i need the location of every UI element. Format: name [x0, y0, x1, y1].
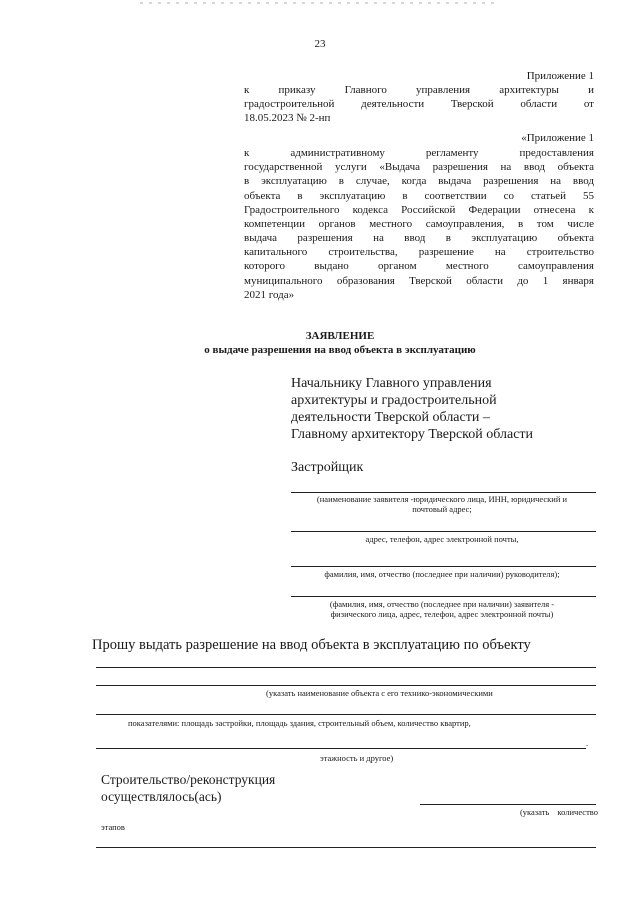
construction-label-1: Строительство/реконструкция: [101, 772, 276, 787]
object-caption-2: показателями: площадь застройки, площадь здания, строительный объем, количество квартир,: [128, 718, 471, 728]
appendix2-line-9: которого выдано органом местного самоуправления: [244, 260, 594, 272]
developer-caption-1: (наименование заявителя -юридического лица, ИНН, юридический и: [316, 494, 568, 504]
developer-address-line[interactable]: [291, 531, 596, 532]
appendix2-line-6: компетенции органов местного самоуправления, в том числе: [244, 218, 594, 230]
appendix2-title: «Приложение 1: [521, 132, 594, 144]
page-number: 23: [314, 38, 326, 50]
developer-head-line[interactable]: [291, 566, 596, 567]
appendix2-line-3: в эксплуатацию в случае, когда выдача разрешения на ввод: [244, 175, 594, 187]
appendix1-date: 18.05.2023 № 2-нп: [244, 112, 331, 124]
appendix1-line-1: к приказу Главного управления архитектуры и: [244, 84, 594, 96]
appendix2-line-2: государственной услуги «Выдача разрешения на ввод объекта: [244, 161, 594, 173]
appendix2-line-5: Градостроительного кодекса Российской Федерации отнесена к: [244, 204, 594, 216]
appendix2-line-10: муниципального образования Тверской области до 1 января: [244, 275, 594, 287]
developer-caption-3: адрес, телефон, адрес электронной почты,: [365, 534, 519, 544]
object-line-4[interactable]: [96, 748, 586, 749]
developer-caption-2: почтовый адрес;: [412, 504, 472, 514]
appendix2-line-8: капитального строительства, разрешение на строительство: [244, 246, 594, 258]
object-line-2[interactable]: [96, 685, 596, 686]
developer-name-line[interactable]: [291, 492, 596, 493]
addressee-line-2: архитектуры и градостроительной: [291, 393, 497, 408]
scan-artifact: [140, 2, 500, 4]
appendix1-title: Приложение 1: [526, 70, 594, 82]
line-end-dot: .: [586, 738, 589, 748]
developer-caption-5: (фамилия, имя, отчество (последнее при наличии) заявителя -: [329, 599, 555, 609]
object-line-1[interactable]: [96, 667, 596, 668]
developer-label: Застройщик: [291, 460, 364, 475]
developer-person-line[interactable]: [291, 596, 596, 597]
document-subtitle: о выдаче разрешения на ввод объекта в эксплуатацию: [204, 344, 476, 356]
developer-caption-4: фамилия, имя, отчество (последнее при наличии) руководителя);: [324, 569, 560, 579]
request-text: Прошу выдать разрешение на ввод объекта в эксплуатацию по объекту: [92, 637, 531, 653]
developer-caption-6: физического лица, адрес, телефон, адрес электронной почты): [330, 609, 554, 619]
construction-caption: (указать количество: [519, 807, 598, 817]
appendix2-line-4: объекта в эксплуатацию в соответствии со статьей 55: [244, 190, 594, 202]
addressee-line-3: деятельности Тверской области –: [291, 410, 490, 425]
construction-caption-2: этапов: [101, 822, 125, 832]
construction-line[interactable]: [420, 804, 596, 805]
document-title: ЗАЯВЛЕНИЕ: [305, 330, 375, 342]
appendix1-line-2: градостроительной деятельности Тверской области от: [244, 98, 594, 110]
appendix2-line-1: к административному регламенту предоставления: [244, 147, 594, 159]
addressee-line-4: Главному архитектору Тверской области: [291, 427, 534, 442]
stages-line[interactable]: [96, 847, 596, 848]
object-caption-3: этажность и другое): [320, 753, 394, 763]
addressee-line-1: Начальнику Главного управления: [291, 376, 492, 391]
appendix2-line-7: выдача разрешения на ввод в эксплуатацию объекта: [244, 232, 594, 244]
appendix2-last-line: 2021 года»: [244, 289, 295, 301]
object-line-3[interactable]: [96, 714, 596, 715]
object-caption-1: (указать наименование объекта с его технико-экономическими: [266, 688, 493, 698]
construction-label-2: осуществлялось(ась): [101, 789, 222, 804]
